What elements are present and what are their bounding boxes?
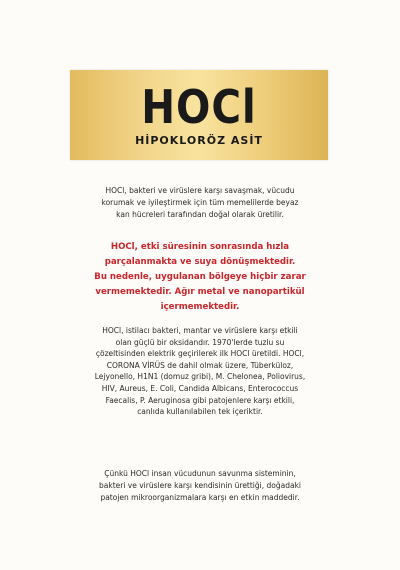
details-line: HIV, Aureus, E. Coli, Candida Albicans, Enterococcus (101, 383, 299, 393)
highlight-line: HOCl, etki süresinin sonrasında hızla (110, 242, 290, 252)
closing-line: Çünkü HOCl insan vücudunun savunma sisteminin, (104, 469, 296, 478)
details-line: çözeltisinden elektrik geçirilerek ilk HOCl üretildi. HOCl, (95, 349, 305, 359)
details-line: canlıda kullanılabilen tek içeriktir. (137, 407, 263, 417)
intro-line: korumak ve iyileştirmek için tüm memelilerde beyaz (101, 198, 299, 207)
highlight-line: vermemektedir. Ağır metal ve nanopartikül (95, 287, 305, 297)
intro-line: HOCl, bakteri ve virüslere karşı savaşmak, vücudu (105, 186, 295, 195)
brand-subtitle: HİPOKLORÖZ ASİT (135, 134, 263, 147)
details-line: CORONA VİRÜS de dahil olmak üzere, Tüberküloz, (106, 360, 294, 370)
brand-title: HOCl (141, 80, 257, 134)
details-line: Lejyonello, H1N1 (domuz gribi), M. Chelonea, Poliovirus, (94, 372, 306, 382)
intro-paragraph (55, 185, 345, 221)
highlight-line: içermemektedir. (160, 302, 240, 312)
highlight-line: Bu nedenle, uygulanan bölgeye hiçbir zarar (94, 272, 306, 282)
details-line: HOCl, istilacı bakteri, mantar ve virüslere karşı etkili (102, 326, 298, 335)
details-paragraph (55, 325, 345, 418)
brand-banner (70, 70, 328, 160)
intro-line: kan hücreleri tarafından doğal olarak üretilir. (116, 210, 284, 219)
closing-paragraph (55, 468, 345, 504)
closing-line: bakteri ve virüslere karşı kendisinin ürettiği, doğadaki (99, 481, 301, 490)
highlight-line: parçalanmakta ve suya dönüşmektedir. (104, 257, 296, 267)
closing-line: patojen mikroorganizmalara karşı en etkin maddedir. (100, 493, 300, 502)
details-line: Faecalis, P. Aeruginosa gibi patojenlere karşı etkili, (105, 395, 295, 405)
details-line: olan güçlü bir oksidandır. 1970'lerde tuzlu su (115, 337, 285, 347)
highlight-paragraph (60, 240, 340, 315)
